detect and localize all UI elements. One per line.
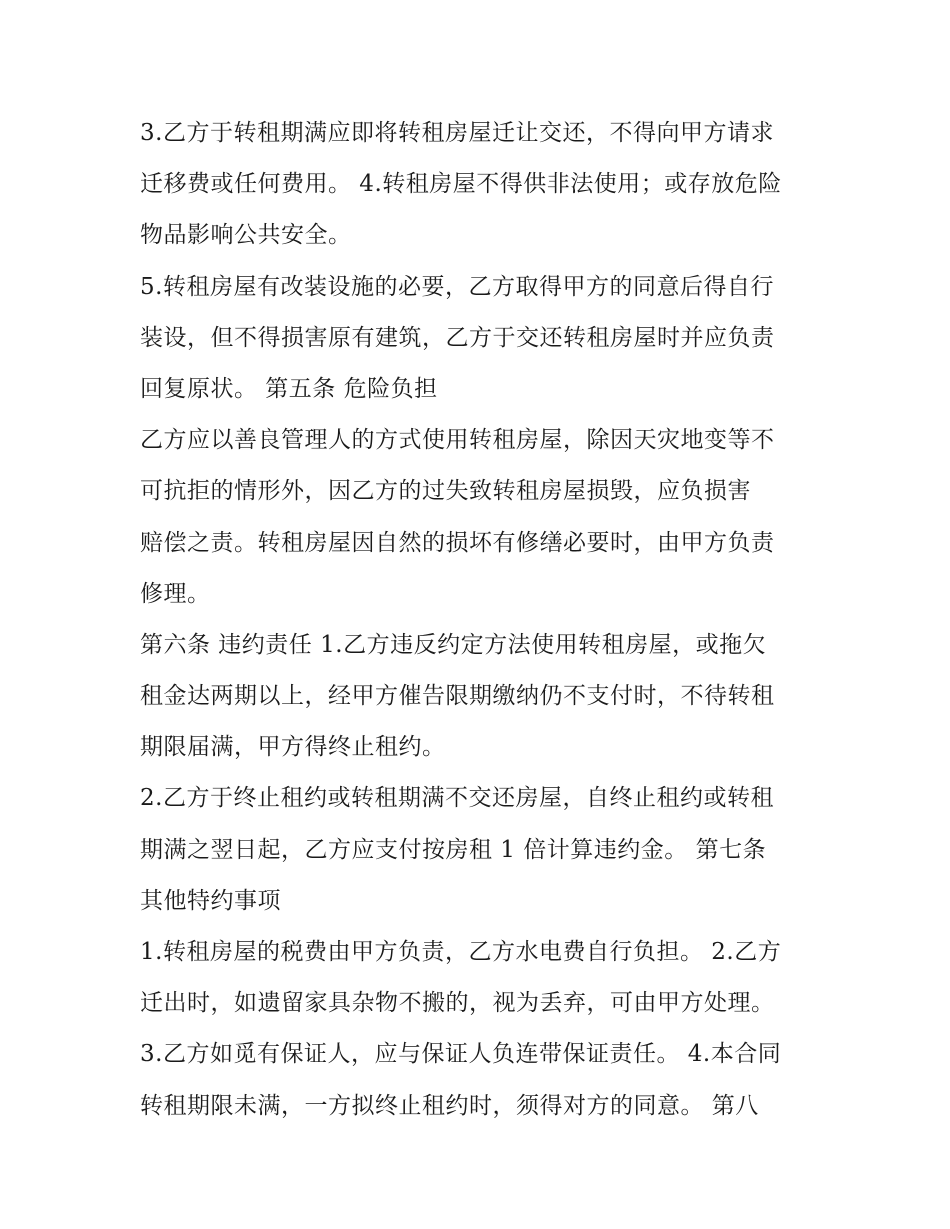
text-line: 迁移费或任何费用。 4.转租房屋不得供非法使用；或存放危险 <box>140 171 782 198</box>
text-line: 3.乙方如觅有保证人，应与保证人负连带保证责任。 4.本合同 <box>140 1041 782 1068</box>
text-line: 迁出时，如遗留家具杂物不搬的，视为丢弃，可由甲方处理。 <box>140 990 775 1017</box>
text-line: 期限届满，甲方得终止租约。 <box>140 734 446 761</box>
text-line: 回复原状。 第五条 危险负担 <box>140 375 438 402</box>
text-line: 修理。 <box>140 580 211 607</box>
text-line: 物品影响公共安全。 <box>140 222 352 249</box>
text-line: 可抗拒的情形外，因乙方的过失致转租房屋损毁，应负损害 <box>140 478 751 505</box>
text-line: 赔偿之责。转租房屋因自然的损坏有修缮必要时，由甲方负责 <box>140 529 775 556</box>
text-line: 3.乙方于转租期满应即将转租房屋迁让交还，不得向甲方请求 <box>140 120 774 146</box>
text-line: 乙方应以善良管理人的方式使用转租房屋，除因天灾地变等不 <box>140 427 775 454</box>
text-line: 期满之翌日起，乙方应支付按房租 1 倍计算违约金。 第七条 <box>140 836 767 863</box>
text-line: 2.乙方于终止租约或转租期满不交还房屋，自终止租约或转租 <box>140 785 774 812</box>
text-line: 其他特约事项 <box>140 887 281 914</box>
text-line: 第六条 违约责任 1.乙方违反约定方法使用转租房屋，或拖欠 <box>140 631 767 658</box>
text-line: 5.转租房屋有改装设施的必要，乙方取得甲方的同意后得自行 <box>140 273 774 300</box>
text-line: 转租期限未满，一方拟终止租约时，须得对方的同意。 第八 <box>140 1092 759 1119</box>
text-line: 租金达两期以上，经甲方催告限期缴纳仍不支付时，不待转租 <box>140 683 775 710</box>
text-line: 装设，但不得损害原有建筑，乙方于交还转租房屋时并应负责 <box>140 324 775 351</box>
document-body <box>140 108 820 1132</box>
text-line: 1.转租房屋的税费由甲方负责，乙方水电费自行负担。 2.乙方 <box>140 939 782 965</box>
